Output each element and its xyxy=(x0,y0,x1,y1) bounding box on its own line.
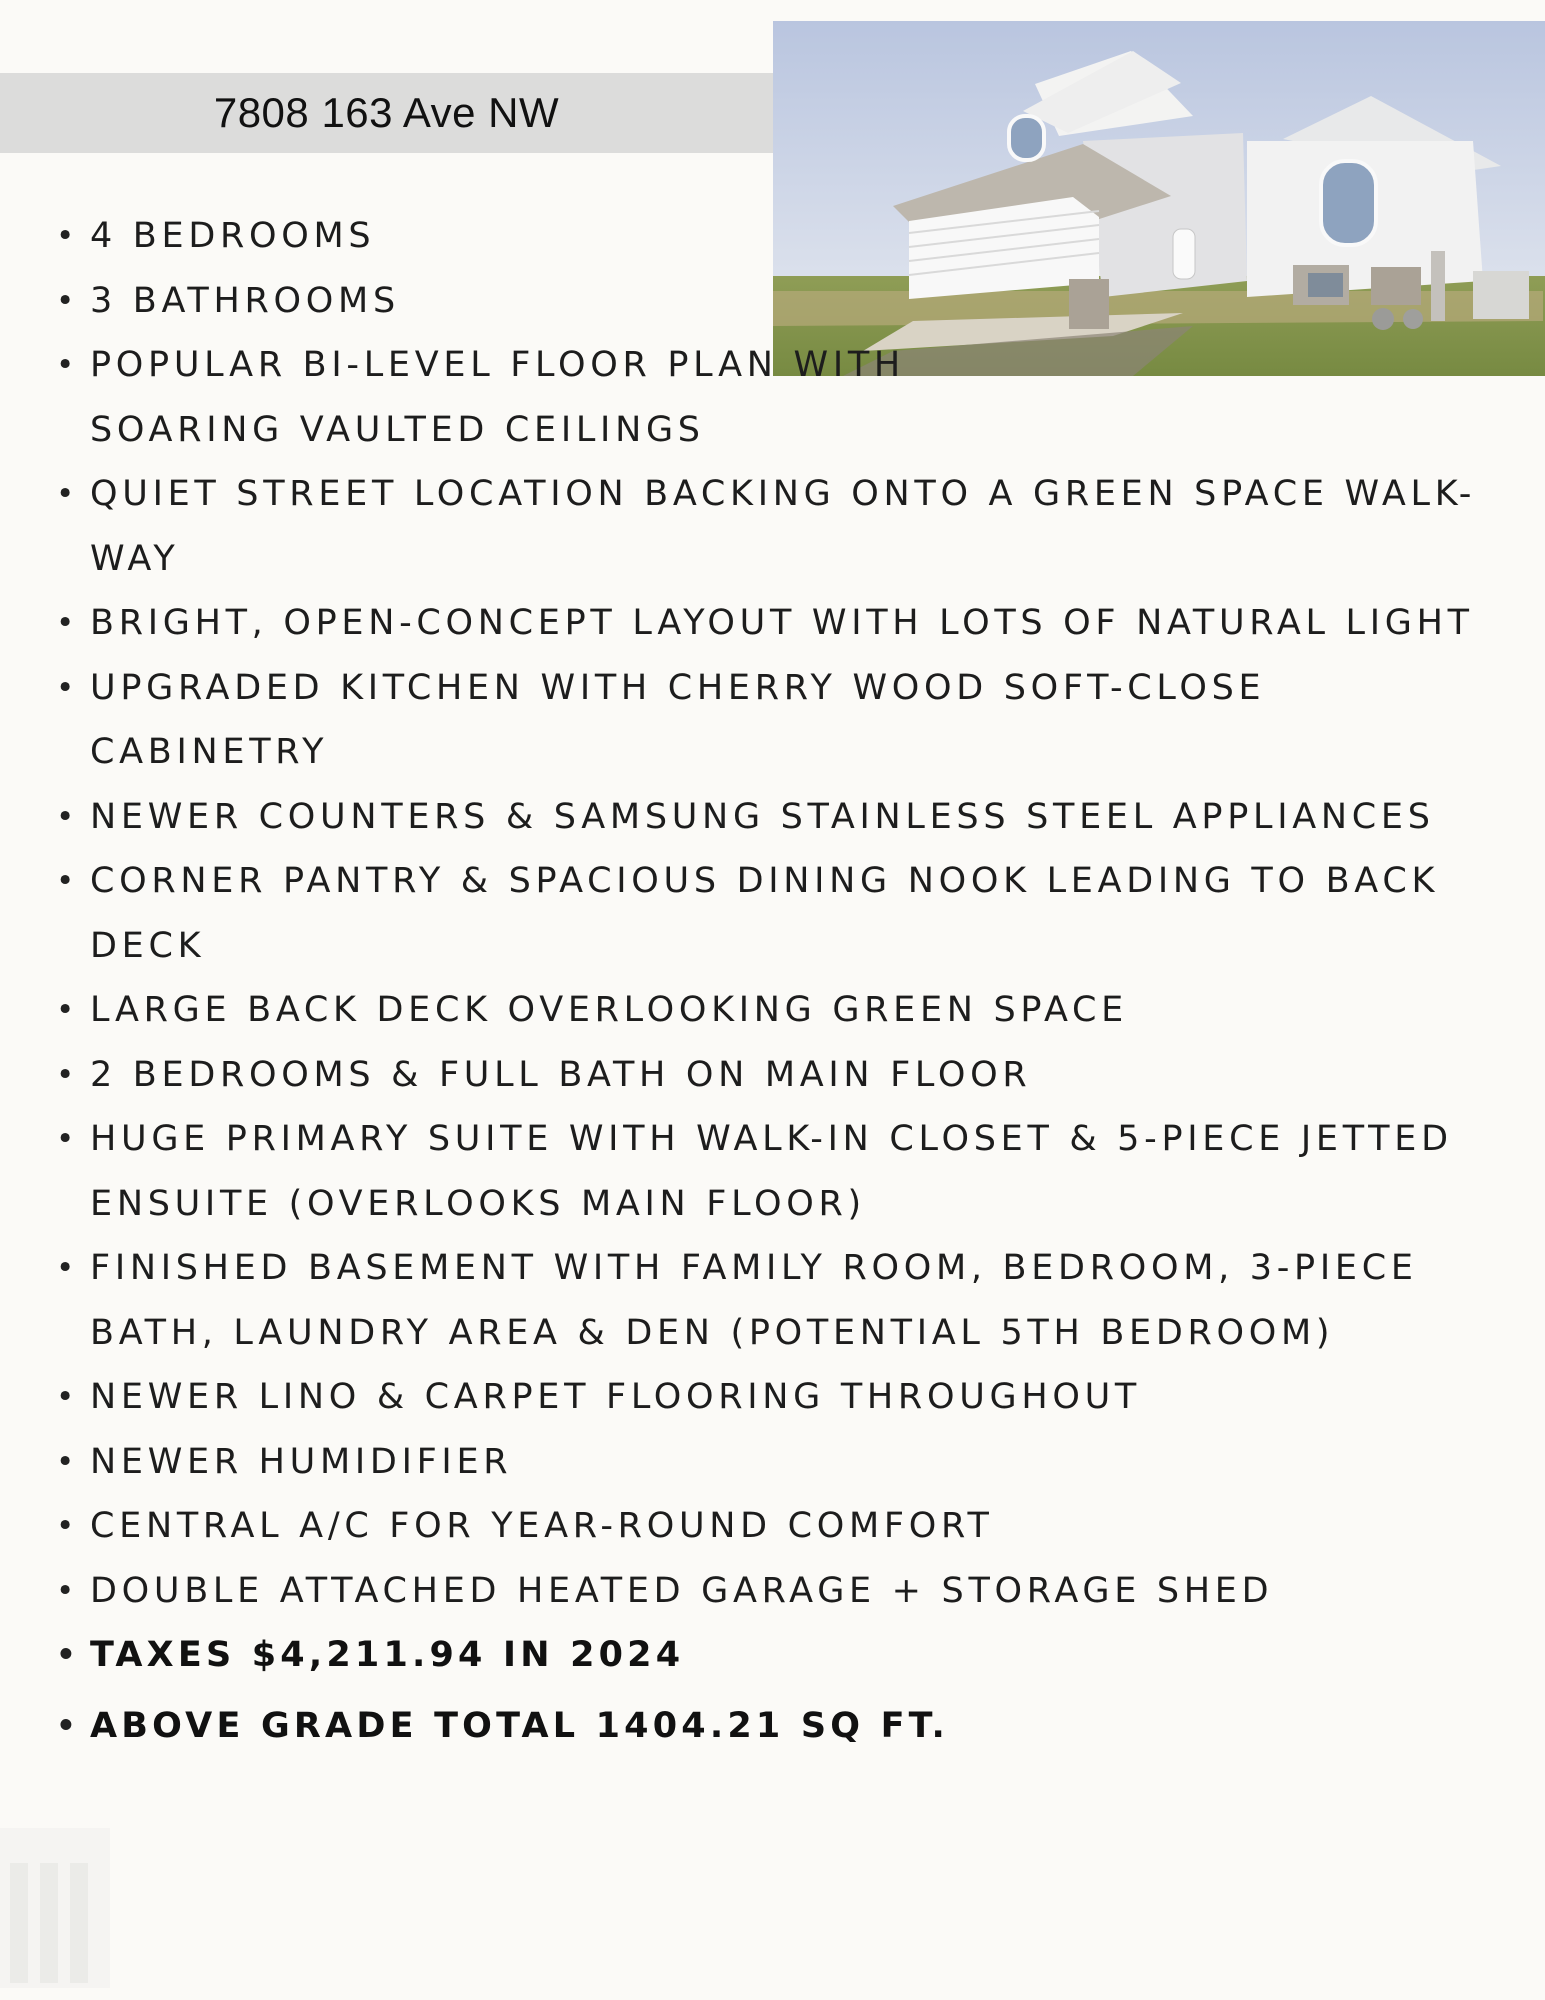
feature-item: • NEWER HUMIDIFIER xyxy=(56,1430,1480,1495)
feature-item: • CORNER PANTRY & SPACIOUS DINING NOOK LEADING TO BACK DECK xyxy=(56,849,1480,978)
feature-item: • HUGE PRIMARY SUITE WITH WALK-IN CLOSET & 5-PIECE JETTED ENSUITE (OVERLOOKS MAIN FLOOR) xyxy=(56,1107,1480,1236)
feature-item: • 4 BEDROOMS xyxy=(56,204,1480,269)
feature-item: • POPULAR BI-LEVEL FLOOR PLAN WITH SOARING VAULTED CEILINGS xyxy=(56,333,1050,462)
feature-item: • DOUBLE ATTACHED HEATED GARAGE + STORAGE SHED xyxy=(56,1559,1480,1624)
feature-item-square-footage: • ABOVE GRADE TOTAL 1404.21 SQ FT. xyxy=(56,1694,1480,1759)
feature-item: • BRIGHT, OPEN-CONCEPT LAYOUT WITH LOTS OF NATURAL LIGHT xyxy=(56,591,1480,656)
corner-watermark-icon xyxy=(0,1828,110,1988)
feature-list xyxy=(56,204,1516,1758)
feature-item: • CENTRAL A/C FOR YEAR-ROUND COMFORT xyxy=(56,1494,1480,1559)
feature-item: • NEWER LINO & CARPET FLOORING THROUGHOUT xyxy=(56,1365,1480,1430)
feature-item: • 3 BATHROOMS xyxy=(56,269,1480,334)
feature-item: • QUIET STREET LOCATION BACKING ONTO A GREEN SPACE WALK-WAY xyxy=(56,462,1480,591)
feature-item-taxes: • TAXES $4,211.94 IN 2024 xyxy=(56,1623,1480,1688)
feature-item: • 2 BEDROOMS & FULL BATH ON MAIN FLOOR xyxy=(56,1043,1480,1108)
address-title: 7808 163 Ave NW xyxy=(213,89,560,136)
feature-item: • NEWER COUNTERS & SAMSUNG STAINLESS STEEL APPLIANCES xyxy=(56,785,1480,850)
feature-item: • UPGRADED KITCHEN WITH CHERRY WOOD SOFT-CLOSE CABINETRY xyxy=(56,656,1480,785)
feature-item: • LARGE BACK DECK OVERLOOKING GREEN SPACE xyxy=(56,978,1480,1043)
address-title-bar xyxy=(0,73,773,153)
feature-item: • FINISHED BASEMENT WITH FAMILY ROOM, BEDROOM, 3-PIECE BATH, LAUNDRY AREA & DEN (POTENTIAL 5TH BEDROOM) xyxy=(56,1236,1480,1365)
